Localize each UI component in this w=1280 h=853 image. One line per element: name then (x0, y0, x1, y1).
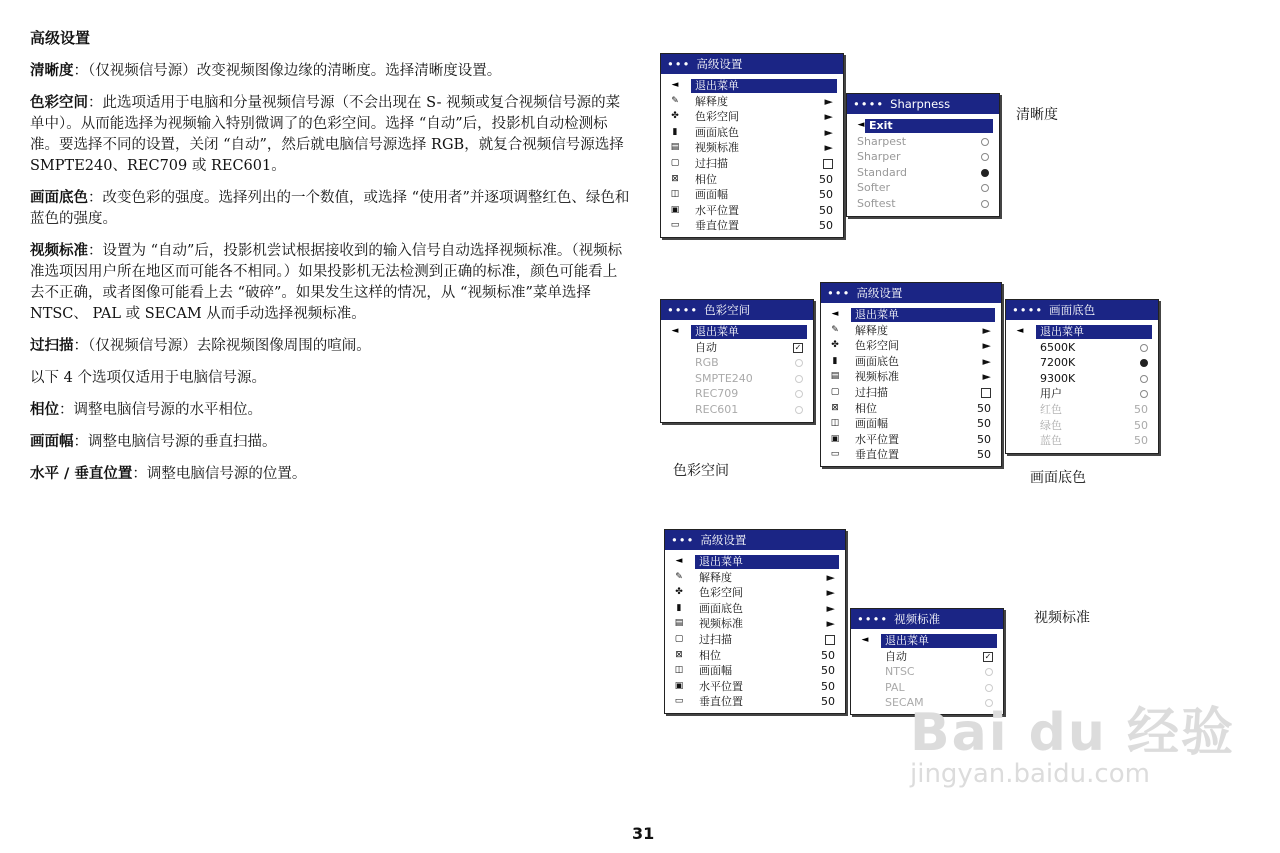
menu-item-value: ► (982, 323, 991, 337)
menu-item-label: 退出菜单 (695, 79, 739, 92)
menu-title (1006, 300, 1158, 320)
menu-item-label: 视频标准 (695, 141, 739, 155)
watermark-url: jingyan.baidu.com (910, 759, 1150, 789)
menu-item-label: 绿色 (1040, 418, 1062, 432)
menu-item-label: 相位 (695, 172, 717, 186)
menu-title-text: 高级设置 (696, 57, 743, 71)
menu-item-value: ► (824, 141, 833, 155)
menu-item[interactable] (665, 632, 845, 648)
menu-item-value: ► (826, 570, 835, 584)
paragraph-sep: ： (73, 434, 88, 450)
paragraph (30, 93, 630, 177)
color-slider (1006, 433, 1158, 449)
menu-title-text: 高级设置 (700, 533, 747, 547)
menu-item-label: Exit (869, 119, 893, 132)
menu-item[interactable] (821, 432, 1001, 448)
menu-item-label: 画面底色 (855, 354, 899, 368)
menu-item[interactable] (661, 94, 843, 110)
checkbox[interactable]: ✓ (984, 651, 992, 661)
menu-icon: ▮ (672, 126, 678, 137)
menu-item-label: 画面底色 (695, 125, 739, 139)
menu-item[interactable] (821, 401, 1001, 417)
exit-menu-item[interactable] (665, 554, 845, 570)
radio-button[interactable] (1140, 340, 1148, 356)
menu-title-text: 色彩空间 (704, 303, 751, 317)
menu-item-label: 退出菜单 (699, 555, 743, 568)
menu-icon: ✤ (671, 111, 679, 122)
menu-icon: ▣ (670, 204, 680, 215)
menu-item-label: 色彩空间 (855, 339, 899, 353)
paragraph-term: 色彩空间 (30, 95, 88, 111)
menu-item-label: 自动 (695, 340, 717, 354)
paragraph-term: 相位 (30, 402, 59, 418)
exit-menu-item[interactable] (821, 307, 1001, 323)
menu-icon: ✤ (831, 340, 839, 351)
sharpness-option[interactable] (847, 180, 999, 196)
menu-item-value: 50 (821, 664, 835, 678)
menu-item-value: 50 (977, 432, 991, 446)
menu-item-label: 相位 (855, 401, 877, 415)
radio-button[interactable] (981, 196, 989, 212)
menu-icon: ▤ (670, 142, 680, 153)
menu-item-label: 水平位置 (699, 679, 743, 693)
paragraph-text: 以下 4 个选项仅适用于电脑信号源。 (30, 370, 266, 386)
paragraph-text: 此选项适用于电脑和分量视频信号源（不会出现在 S- 视频或复合视频信号源的菜单中）。从而能选择为视频输入特别微调了的色彩空间。选择 “自动”后，投影机自动检测标准。要选择不同的设置，关闭 “自动”，然后就电脑信号源选择 RGB，就复合视频信号源选择 SMPTE240、REC709 或 REC601。 (30, 95, 624, 174)
checkbox[interactable] (823, 156, 833, 172)
text-column (30, 28, 630, 496)
menu-icon: ▤ (674, 618, 684, 629)
menu-item-value: ► (824, 94, 833, 108)
menu-item-label: 画面底色 (699, 601, 743, 615)
menu-item-label: 过扫描 (855, 385, 888, 399)
caption-sharpness: 清晰度 (1016, 107, 1058, 123)
menu-item[interactable] (661, 218, 843, 234)
menu-title (821, 283, 1001, 303)
color-slider (1006, 402, 1158, 418)
caption-colorspace: 色彩空间 (673, 463, 729, 479)
paragraph-term: 画面幅 (30, 434, 74, 450)
back-arrow-icon: ◄ (1016, 326, 1024, 336)
paragraph (30, 368, 630, 389)
menu-icon: ▮ (832, 355, 838, 366)
colorspace-option (661, 402, 813, 418)
menu-item-label: 画面幅 (695, 188, 728, 202)
radio-button (795, 355, 803, 371)
menu-title-text: 高级设置 (856, 286, 903, 300)
menu-item[interactable] (665, 601, 845, 617)
menu-item-label: Softer (857, 181, 890, 195)
colortemp-option[interactable] (1006, 371, 1158, 387)
menu-icon: ▢ (830, 386, 840, 397)
menu-item-label: 水平位置 (695, 203, 739, 217)
menu-item[interactable] (661, 203, 843, 219)
checkbox[interactable]: ✓ (794, 342, 802, 352)
menu-item-label: 垂直位置 (699, 695, 743, 709)
menu-item-value: 50 (819, 203, 833, 217)
menu-icon: ▭ (830, 449, 840, 460)
paragraph-term: 清晰度 (30, 63, 74, 79)
menu-item-value: ► (982, 354, 991, 368)
paragraph-text: 调整电脑信号源的垂直扫描。 (88, 434, 277, 450)
menu-icon: ◄ (831, 309, 839, 319)
back-arrow-icon: ◄ (857, 120, 865, 130)
radio-button[interactable] (981, 180, 989, 196)
colortemp-option[interactable] (1006, 386, 1158, 402)
menu-item-label: SECAM (885, 696, 924, 710)
menu-item[interactable] (665, 679, 845, 695)
menu-item-label: REC709 (695, 387, 739, 401)
exit-menu-item[interactable] (847, 118, 999, 134)
menu-item-value: ► (824, 110, 833, 124)
menu-item[interactable] (665, 694, 845, 710)
menu-item[interactable] (665, 663, 845, 679)
radio-button[interactable] (1140, 386, 1148, 402)
colortemp-option[interactable] (1006, 355, 1158, 371)
menu-item-value: 50 (819, 172, 833, 186)
paragraph-sep: ： (132, 466, 147, 482)
advanced-menu-2 (820, 282, 1002, 467)
menu-item-value: ► (982, 370, 991, 384)
radio-button[interactable] (981, 149, 989, 165)
radio-button (985, 664, 993, 680)
menu-title-text: 视频标准 (894, 612, 941, 626)
menu-item[interactable] (665, 648, 845, 664)
paragraph-sep: ： (88, 95, 103, 111)
menu-item-label: 水平位置 (855, 432, 899, 446)
menu-item-label: Sharper (857, 150, 901, 164)
menu-icon: ◄ (671, 80, 679, 90)
menu-item[interactable] (665, 616, 845, 632)
paragraph (30, 432, 630, 453)
exit-menu-item[interactable] (1006, 324, 1158, 340)
radio-button (795, 371, 803, 387)
paragraph (30, 188, 630, 230)
menu-item-value: ► (826, 586, 835, 600)
baidu-watermark (910, 690, 1235, 789)
menu-item-label: 画面幅 (699, 664, 732, 678)
menu-item[interactable] (661, 109, 843, 125)
menu-item[interactable] (661, 156, 843, 172)
menu-title-dots: ••• (827, 286, 851, 300)
menu-title (851, 609, 1003, 629)
menu-item-value: ► (826, 617, 835, 631)
auto-option[interactable] (661, 340, 813, 356)
menu-item[interactable] (821, 369, 1001, 385)
paragraph (30, 464, 630, 485)
menu-item-label: 自动 (885, 649, 907, 663)
paragraph-term: 画面底色 (30, 190, 88, 206)
menu-item-label: 视频标准 (855, 370, 899, 384)
menu-item-value: 50 (821, 695, 835, 709)
menu-item-label: 7200K (1040, 356, 1076, 370)
menu-item[interactable] (821, 447, 1001, 463)
radio-button (795, 386, 803, 402)
menu-title (661, 300, 813, 320)
sharpness-option[interactable] (847, 149, 999, 165)
menu-icon: ⊠ (671, 173, 679, 184)
sharpness-option[interactable] (847, 134, 999, 150)
menu-icon: ◫ (830, 418, 840, 429)
watermark-brand: Bai du 经验 (910, 703, 1235, 763)
menu-title-text: 画面底色 (1049, 303, 1096, 317)
colortemp-option[interactable] (1006, 340, 1158, 356)
menu-icon: ▢ (670, 157, 680, 168)
paragraph-sep: ： (73, 63, 88, 79)
paragraph (30, 241, 630, 325)
menu-title (665, 530, 845, 550)
menu-item-label: 蓝色 (1040, 434, 1062, 448)
menu-item-label: 色彩空间 (695, 110, 739, 124)
menu-item-value: 50 (1134, 434, 1148, 448)
menu-item[interactable] (665, 585, 845, 601)
menu-item-value: 50 (821, 648, 835, 662)
menu-item-label: 红色 (1040, 402, 1062, 416)
exit-menu-item[interactable] (661, 78, 843, 94)
menu-title (847, 94, 999, 114)
menu-icon: ◫ (674, 665, 684, 676)
paragraph-text: 调整电脑信号源的位置。 (146, 466, 307, 482)
menu-item-value: 50 (819, 188, 833, 202)
menu-item[interactable] (821, 354, 1001, 370)
paragraph-term: 水平 / 垂直位置 (30, 466, 133, 482)
menu-item-value: 50 (819, 219, 833, 233)
checkbox[interactable] (981, 385, 991, 401)
paragraph (30, 61, 630, 82)
radio-button[interactable] (981, 165, 989, 181)
menu-icon: ⊠ (675, 649, 683, 660)
advanced-menu-1 (660, 53, 844, 238)
menu-item-label: PAL (885, 680, 905, 694)
colorspace-option (661, 355, 813, 371)
menu-item-value: 50 (977, 448, 991, 462)
auto-option[interactable] (851, 649, 1003, 665)
radio-button[interactable] (981, 134, 989, 150)
colorspace-option (661, 386, 813, 402)
menu-title-dots: •••• (857, 612, 889, 626)
menu-item[interactable] (821, 385, 1001, 401)
menu-item-value: ► (982, 339, 991, 353)
menu-item-label: SMPTE240 (695, 371, 753, 385)
menu-title-dots: •••• (853, 97, 885, 111)
menu-item[interactable] (821, 416, 1001, 432)
menu-item-label: 退出菜单 (855, 308, 899, 321)
menu-item-label: Sharpest (857, 134, 907, 148)
menu-item-label: Standard (857, 165, 908, 179)
radio-button[interactable] (1140, 355, 1148, 371)
sharpness-menu (846, 93, 1000, 217)
paragraph-list (30, 61, 630, 485)
menu-item-label: 过扫描 (699, 632, 732, 646)
caption-colortemp: 画面底色 (1030, 470, 1086, 486)
menu-item[interactable] (665, 570, 845, 586)
radio-button[interactable] (1140, 371, 1148, 387)
paragraph-text: （仅视频信号源）改变视频图像边缘的清晰度。选择清晰度设置。 (88, 63, 502, 79)
advanced-menu-3 (664, 529, 846, 714)
menu-icon: ▭ (674, 696, 684, 707)
menu-item-label: 垂直位置 (855, 448, 899, 462)
videostd-option (851, 664, 1003, 680)
menu-item-label: 解释度 (695, 94, 728, 108)
menu-item-value: ► (824, 125, 833, 139)
exit-menu-item[interactable] (851, 633, 1003, 649)
paragraph-sep: ： (73, 338, 88, 354)
menu-item-label: 视频标准 (699, 617, 743, 631)
menu-item-label: 解释度 (855, 323, 888, 337)
menu-item[interactable] (661, 125, 843, 141)
menu-item-label: Softest (857, 196, 896, 210)
paragraph (30, 336, 630, 357)
menu-item-label: 垂直位置 (695, 219, 739, 233)
menu-item[interactable] (661, 172, 843, 188)
menu-title (661, 54, 843, 74)
menu-item-value: 50 (821, 679, 835, 693)
menu-item[interactable] (821, 323, 1001, 339)
colortemp-menu (1005, 299, 1159, 454)
menu-title-dots: •••• (1012, 303, 1044, 317)
sharpness-option[interactable] (847, 165, 999, 181)
menu-item-label: 画面幅 (855, 417, 888, 431)
paragraph-sep: ： (59, 402, 74, 418)
menu-item[interactable] (661, 140, 843, 156)
paragraph-term: 过扫描 (30, 338, 74, 354)
menu-icon: ▢ (674, 633, 684, 644)
paragraph-sep: ： (88, 243, 103, 259)
menu-item-label: 解释度 (699, 570, 732, 584)
paragraph (30, 400, 630, 421)
menu-item-label: 过扫描 (695, 156, 728, 170)
menu-item-label: 色彩空间 (699, 586, 743, 600)
menu-icon: ▣ (830, 433, 840, 444)
back-arrow-icon: ◄ (861, 635, 869, 645)
paragraph-sep: ： (88, 190, 103, 206)
checkbox[interactable] (825, 632, 835, 648)
back-arrow-icon: ◄ (671, 326, 679, 336)
menu-item-value: ► (826, 601, 835, 615)
exit-menu-item[interactable] (661, 324, 813, 340)
section-heading: 高级设置 (30, 29, 91, 47)
paragraph-term: 视频标准 (30, 243, 88, 259)
caption-videostd: 视频标准 (1034, 610, 1090, 626)
menu-item-label: 用户 (1040, 387, 1062, 401)
menu-item-value: 50 (977, 417, 991, 431)
colorspace-menu (660, 299, 814, 423)
menu-icon: ✤ (675, 587, 683, 598)
paragraph-text: 设置为 “自动”后，投影机尝试根据接收到的输入信号自动选择视频标准。（视频标准选项因用户所在地区而可能各不相同。）如果投影机无法检测到正确的标准，颜色可能看上去不正确，或者图像可能看上去 “破碎”。如果发生这样的情况，从 “视频标准”菜单选择 NTSC、 PAL 或 SECAM 从而手动选择视频标准。 (30, 243, 623, 322)
menu-title-dots: ••• (667, 57, 691, 71)
paragraph-text: 改变色彩的强度。选择列出的一个数值，或选择 “使用者”并逐项调整红色、绿色和蓝色的强度。 (30, 190, 630, 227)
color-slider (1006, 418, 1158, 434)
menu-item-label: 退出菜单 (885, 634, 929, 647)
colorspace-option (661, 371, 813, 387)
menu-item-label: 6500K (1040, 340, 1076, 354)
menu-title-dots: •••• (667, 303, 699, 317)
menu-title-dots: ••• (671, 533, 695, 547)
menu-item-value: 50 (977, 401, 991, 415)
menu-item-label: 退出菜单 (1040, 325, 1084, 338)
menu-item-value: 50 (1134, 402, 1148, 416)
menu-icon: ▣ (674, 680, 684, 691)
menu-item-label: REC601 (695, 402, 739, 416)
page-number: 31 (632, 824, 655, 843)
menu-icon: ✎ (831, 324, 839, 335)
menu-item-label: RGB (695, 356, 719, 370)
menu-icon: ✎ (675, 571, 683, 582)
menu-icon: ▤ (830, 371, 840, 382)
menu-title-text: Sharpness (890, 97, 951, 111)
menu-item[interactable] (661, 187, 843, 203)
menu-item-label: 相位 (699, 648, 721, 662)
radio-button (795, 402, 803, 418)
menu-item[interactable] (821, 338, 1001, 354)
paragraph-text: （仅视频信号源）去除视频图像周围的喧闹。 (88, 338, 371, 354)
menu-item-label: 9300K (1040, 371, 1076, 385)
sharpness-option[interactable] (847, 196, 999, 212)
menu-icon: ◄ (675, 556, 683, 566)
menu-item-label: 退出菜单 (695, 325, 739, 338)
menu-icon: ⊠ (831, 402, 839, 413)
menu-item-value: 50 (1134, 418, 1148, 432)
menu-icon: ◫ (670, 189, 680, 200)
menu-icon: ▮ (676, 602, 682, 613)
paragraph-text: 调整电脑信号源的水平相位。 (73, 402, 262, 418)
menu-item-label: NTSC (885, 665, 915, 679)
menu-icon: ▭ (670, 220, 680, 231)
menu-icon: ✎ (671, 95, 679, 106)
